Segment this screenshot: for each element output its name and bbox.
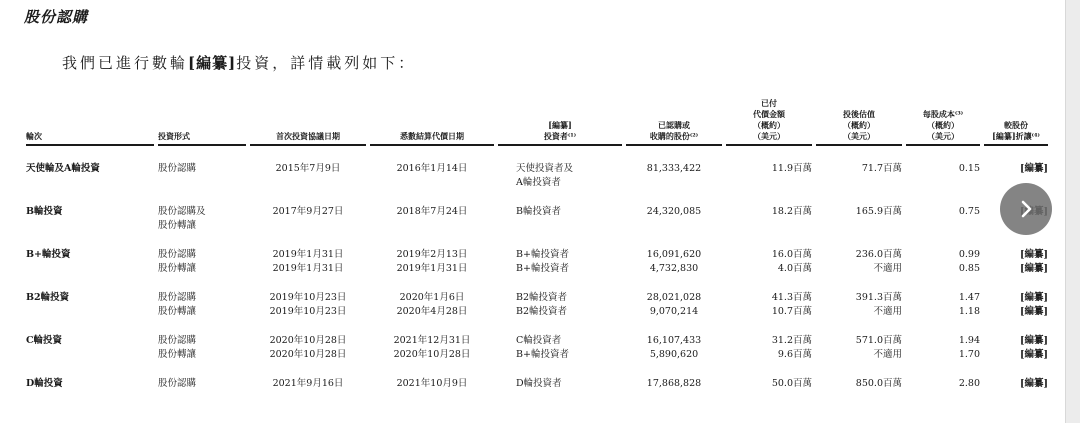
cell-investor bbox=[496, 149, 624, 205]
cell-line: 股份轉讓 bbox=[158, 220, 197, 231]
cell-line: 31.2百萬 bbox=[771, 335, 812, 346]
header-line: 輪次 bbox=[26, 131, 42, 141]
cell-round: 天使輪及A輪投資 bbox=[26, 163, 100, 174]
cell-form bbox=[156, 334, 248, 377]
cell-line: 2019年2月13日 bbox=[396, 249, 468, 260]
cell-line: 0.99 bbox=[958, 249, 980, 260]
cell-line: 0.85 bbox=[958, 263, 980, 274]
cell-line: [編纂] bbox=[1020, 263, 1048, 274]
cell-line: 1.70 bbox=[958, 349, 980, 360]
header-line: 較股份 bbox=[1004, 120, 1028, 130]
cell-settle-date bbox=[368, 205, 496, 248]
cell-cost bbox=[904, 205, 982, 248]
cell-line: 2019年1月31日 bbox=[396, 263, 468, 274]
cell-discount bbox=[982, 334, 1050, 377]
cell-line: 9,070,214 bbox=[649, 306, 699, 317]
cell-line: 2020年1月6日 bbox=[399, 292, 465, 303]
cell-line: 0.75 bbox=[958, 206, 980, 217]
cell-cost bbox=[904, 377, 982, 420]
cell-line: 2021年10月9日 bbox=[396, 378, 468, 389]
cell-shares bbox=[624, 334, 724, 377]
cell-investor bbox=[496, 334, 624, 377]
cell-settle-date bbox=[368, 149, 496, 205]
cell-line: 850.0百萬 bbox=[855, 378, 902, 389]
investment-table bbox=[24, 98, 1050, 420]
cell-valuation bbox=[814, 149, 904, 205]
cell-line: 2015年7月9日 bbox=[275, 163, 341, 174]
cell-line: C輪投資者 bbox=[516, 335, 562, 346]
cell-line: 391.3百萬 bbox=[855, 292, 902, 303]
cell-line: 股份轉讓 bbox=[158, 306, 197, 317]
cell-line: 571.0百萬 bbox=[855, 335, 902, 346]
cell-consideration bbox=[724, 248, 814, 291]
cell-line: 236.0百萬 bbox=[855, 249, 902, 260]
header-line: 每股成本⁽³⁾ bbox=[922, 109, 964, 119]
header-line: （概約） bbox=[753, 120, 785, 130]
table-row bbox=[24, 291, 1050, 334]
cell-line: B+輪投資者 bbox=[516, 349, 569, 360]
cell-line: 天使投資者及 bbox=[516, 163, 574, 174]
col-header-round bbox=[24, 98, 156, 149]
cell-form bbox=[156, 205, 248, 248]
cell-investor bbox=[496, 248, 624, 291]
col-header-form bbox=[156, 98, 248, 149]
cell-form bbox=[156, 149, 248, 205]
header-line: 已付 bbox=[761, 98, 777, 108]
cell-form bbox=[156, 377, 248, 420]
header-line: （美元） bbox=[927, 131, 959, 141]
cell-line: 11.9百萬 bbox=[771, 163, 812, 174]
cell-discount bbox=[982, 291, 1050, 334]
cell-line: 2020年4月28日 bbox=[396, 306, 468, 317]
header-line: [編纂] bbox=[548, 120, 572, 130]
cell-line: 股份認購及 bbox=[158, 206, 206, 217]
cell-round: B+輪投資 bbox=[26, 249, 71, 260]
cell-line: B+輪投資者 bbox=[516, 263, 569, 274]
cell-line: B輪投資者 bbox=[516, 206, 561, 217]
cell-line: 24,320,085 bbox=[646, 206, 702, 217]
cell-valuation bbox=[814, 291, 904, 334]
cell-line: 股份認購 bbox=[158, 378, 197, 389]
cell-line: 不適用 bbox=[873, 349, 902, 360]
cell-line: [編纂] bbox=[1020, 292, 1048, 303]
cell-shares bbox=[624, 377, 724, 420]
cell-first-date bbox=[248, 205, 368, 248]
cell-line: [編纂] bbox=[1020, 378, 1048, 389]
cell-form bbox=[156, 291, 248, 334]
cell-line: 1.18 bbox=[958, 306, 980, 317]
table-row bbox=[24, 248, 1050, 291]
cell-line: [編纂] bbox=[1020, 163, 1048, 174]
header-line: （美元） bbox=[753, 131, 785, 141]
cell-line: 2018年7月24日 bbox=[396, 206, 468, 217]
header-line: 投後估值 bbox=[843, 109, 875, 119]
header-line: 已認購或 bbox=[658, 120, 690, 130]
cell-line: 1.47 bbox=[958, 292, 980, 303]
cell-line: [編纂] bbox=[1020, 335, 1048, 346]
cell-line: B2輪投資者 bbox=[516, 306, 568, 317]
col-header-first-date bbox=[248, 98, 368, 149]
intro-prefix: 我們已進行數輪 bbox=[62, 54, 189, 72]
table-header-row bbox=[24, 98, 1050, 149]
cell-line: 股份認購 bbox=[158, 249, 197, 260]
cell-line: 不適用 bbox=[873, 263, 902, 274]
cell-line: 81,333,422 bbox=[646, 163, 702, 174]
header-line: （概約） bbox=[927, 120, 959, 130]
cell-line: 2021年12月31日 bbox=[393, 335, 471, 346]
cell-line: 165.9百萬 bbox=[855, 206, 902, 217]
cell-first-date bbox=[248, 248, 368, 291]
cell-line: B+輪投資者 bbox=[516, 249, 569, 260]
table-row bbox=[24, 205, 1050, 248]
cell-line: 2019年10月23日 bbox=[269, 306, 347, 317]
cell-line: 71.7百萬 bbox=[861, 163, 902, 174]
header-line: （美元） bbox=[843, 131, 875, 141]
cell-consideration bbox=[724, 334, 814, 377]
cell-valuation bbox=[814, 205, 904, 248]
cell-line: 4.0百萬 bbox=[777, 263, 812, 274]
cell-valuation bbox=[814, 248, 904, 291]
table-row bbox=[24, 377, 1050, 420]
cell-line: 4,732,830 bbox=[649, 263, 699, 274]
cell-form bbox=[156, 248, 248, 291]
intro-suffix: 投資，詳情載列如下： bbox=[236, 54, 417, 72]
intro-paragraph bbox=[62, 52, 416, 73]
cell-investor bbox=[496, 205, 624, 248]
col-header-consideration bbox=[724, 98, 814, 149]
cell-round: D輪投資 bbox=[26, 378, 63, 389]
cell-line: 16,091,620 bbox=[646, 249, 702, 260]
cell-line: 2.80 bbox=[958, 378, 980, 389]
cell-shares bbox=[624, 205, 724, 248]
header-line: 投資形式 bbox=[158, 131, 190, 141]
cell-line: 50.0百萬 bbox=[771, 378, 812, 389]
section-title: 股份認購 bbox=[24, 8, 89, 26]
cell-line: 不適用 bbox=[873, 306, 902, 317]
cell-line: 9.6百萬 bbox=[777, 349, 812, 360]
cell-cost bbox=[904, 291, 982, 334]
cell-line: 16,107,433 bbox=[646, 335, 702, 346]
cell-line: 2019年1月31日 bbox=[272, 249, 344, 260]
header-line: 首次投資協議日期 bbox=[276, 131, 340, 141]
cell-first-date bbox=[248, 149, 368, 205]
cell-discount bbox=[982, 377, 1050, 420]
cell-cost bbox=[904, 248, 982, 291]
chevron-right-icon bbox=[1015, 198, 1037, 220]
header-line: 收購的股份⁽²⁾ bbox=[649, 131, 699, 141]
col-header-shares bbox=[624, 98, 724, 149]
cell-line: 2019年1月31日 bbox=[272, 263, 344, 274]
cell-line: 2021年9月16日 bbox=[272, 378, 344, 389]
cell-settle-date bbox=[368, 377, 496, 420]
cell-line: B2輪投資者 bbox=[516, 292, 568, 303]
header-line: 代價金額 bbox=[753, 109, 785, 119]
cell-line: 16.0百萬 bbox=[771, 249, 812, 260]
cell-line: 41.3百萬 bbox=[771, 292, 812, 303]
cell-line: [編纂] bbox=[1020, 349, 1048, 360]
cell-line: 1.94 bbox=[958, 335, 980, 346]
cell-line: 2019年10月23日 bbox=[269, 292, 347, 303]
next-page-button[interactable] bbox=[1000, 183, 1052, 235]
cell-round: C輪投資 bbox=[26, 335, 63, 346]
cell-line: 0.15 bbox=[958, 163, 980, 174]
col-header-discount bbox=[982, 98, 1050, 149]
cell-line: 28,021,028 bbox=[646, 292, 702, 303]
cell-line: 2020年10月28日 bbox=[393, 349, 471, 360]
cell-line: 18.2百萬 bbox=[771, 206, 812, 217]
cell-line: [編纂] bbox=[1020, 249, 1048, 260]
cell-round: B2輪投資 bbox=[26, 292, 70, 303]
cell-shares bbox=[624, 149, 724, 205]
cell-line: [編纂] bbox=[1020, 306, 1048, 317]
cell-first-date bbox=[248, 291, 368, 334]
intro-placeholder: [編纂] bbox=[188, 54, 237, 72]
cell-settle-date bbox=[368, 291, 496, 334]
cell-line: 股份認購 bbox=[158, 335, 197, 346]
cell-discount bbox=[982, 248, 1050, 291]
header-line: （概約） bbox=[843, 120, 875, 130]
cell-consideration bbox=[724, 291, 814, 334]
cell-line: A輪投資者 bbox=[516, 177, 561, 188]
cell-shares bbox=[624, 291, 724, 334]
col-header-cost bbox=[904, 98, 982, 149]
cell-line: 股份認購 bbox=[158, 292, 197, 303]
cell-round: B輪投資 bbox=[26, 206, 63, 217]
cell-line: 5,890,620 bbox=[649, 349, 699, 360]
cell-line: 股份認購 bbox=[158, 163, 197, 174]
cell-settle-date bbox=[368, 334, 496, 377]
cell-consideration bbox=[724, 205, 814, 248]
cell-line: 2016年1月14日 bbox=[396, 163, 468, 174]
cell-valuation bbox=[814, 334, 904, 377]
cell-investor bbox=[496, 377, 624, 420]
cell-line: 2017年9月27日 bbox=[272, 206, 344, 217]
cell-cost bbox=[904, 334, 982, 377]
cell-consideration bbox=[724, 377, 814, 420]
cell-shares bbox=[624, 248, 724, 291]
header-line: 悉數結算代價日期 bbox=[400, 131, 464, 141]
header-line: 投資者⁽¹⁾ bbox=[543, 131, 577, 141]
table-row bbox=[24, 334, 1050, 377]
header-line: [編纂]折讓⁽⁴⁾ bbox=[992, 131, 1040, 141]
cell-line: 股份轉讓 bbox=[158, 349, 197, 360]
window-edge bbox=[1065, 0, 1080, 423]
cell-investor bbox=[496, 291, 624, 334]
cell-first-date bbox=[248, 377, 368, 420]
col-header-investor bbox=[496, 98, 624, 149]
col-header-valuation bbox=[814, 98, 904, 149]
cell-cost bbox=[904, 149, 982, 205]
col-header-settle-date bbox=[368, 98, 496, 149]
table-row bbox=[24, 149, 1050, 205]
cell-valuation bbox=[814, 377, 904, 420]
cell-consideration bbox=[724, 149, 814, 205]
cell-line: 17,868,828 bbox=[646, 378, 702, 389]
cell-settle-date bbox=[368, 248, 496, 291]
cell-line: 10.7百萬 bbox=[771, 306, 812, 317]
cell-line: 2020年10月28日 bbox=[269, 349, 347, 360]
cell-line: 2020年10月28日 bbox=[269, 335, 347, 346]
cell-first-date bbox=[248, 334, 368, 377]
cell-line: 股份轉讓 bbox=[158, 263, 197, 274]
cell-line: D輪投資者 bbox=[516, 378, 562, 389]
